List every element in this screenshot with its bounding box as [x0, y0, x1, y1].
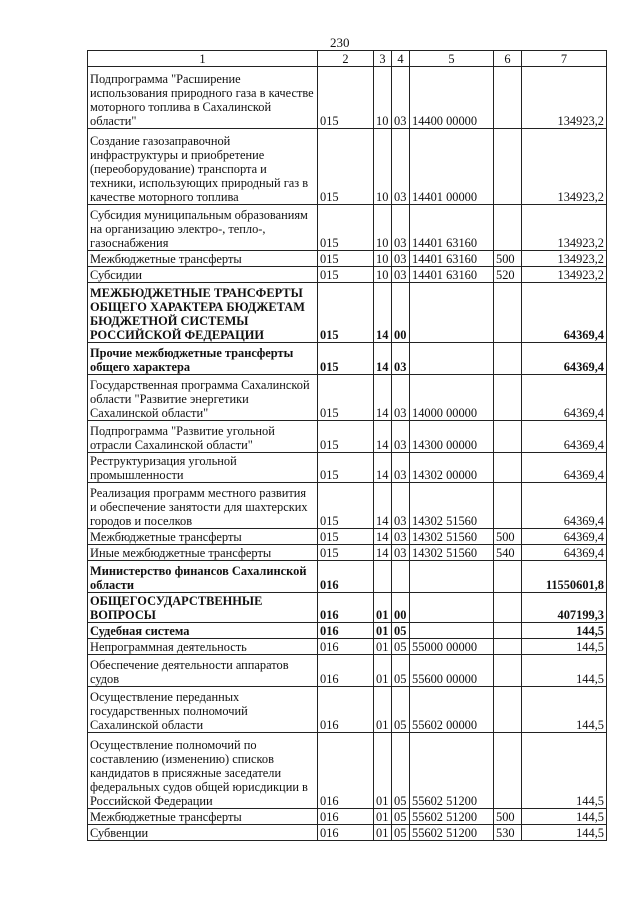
section-code: 01	[374, 623, 392, 639]
section-code: 14	[374, 343, 392, 375]
target-article-code	[410, 623, 494, 639]
target-article-code	[410, 283, 494, 343]
ministry-code: 015	[318, 453, 374, 483]
subsection-code: 05	[392, 623, 410, 639]
ministry-code: 015	[318, 283, 374, 343]
section-code: 01	[374, 593, 392, 623]
expense-type-code: 520	[494, 267, 522, 283]
column-header: 6	[494, 51, 522, 67]
expense-type-code	[494, 453, 522, 483]
row-name: Межбюджетные трансферты	[88, 529, 318, 545]
section-code: 01	[374, 809, 392, 825]
ministry-code: 015	[318, 529, 374, 545]
row-name: МЕЖБЮДЖЕТНЫЕ ТРАНСФЕРТЫ ОБЩЕГО ХАРАКТЕРА БЮДЖЕТАМ БЮДЖЕТНОЙ СИСТЕМЫ РОССИЙСКОЙ ФЕДЕРАЦИИ	[88, 283, 318, 343]
row-name: Осуществление переданных государственных полномочий Сахалинской области	[88, 687, 318, 733]
section-code	[374, 561, 392, 593]
column-header: 3	[374, 51, 392, 67]
amount: 144,5	[522, 687, 607, 733]
ministry-code: 016	[318, 623, 374, 639]
subsection-code: 00	[392, 283, 410, 343]
target-article-code: 55000 00000	[410, 639, 494, 655]
subsection-code: 00	[392, 593, 410, 623]
row-name: Обеспечение деятельности аппаратов судов	[88, 655, 318, 687]
expense-type-code	[494, 483, 522, 529]
target-article-code: 14302 51560	[410, 545, 494, 561]
target-article-code: 14300 00000	[410, 421, 494, 453]
subsection-code: 03	[392, 529, 410, 545]
amount: 144,5	[522, 655, 607, 687]
amount: 144,5	[522, 733, 607, 809]
subsection-code: 03	[392, 129, 410, 205]
target-article-code: 14401 63160	[410, 267, 494, 283]
table-row	[88, 283, 607, 343]
expense-type-code	[494, 655, 522, 687]
subsection-code: 03	[392, 453, 410, 483]
expense-type-code	[494, 67, 522, 129]
table-row	[88, 639, 607, 655]
target-article-code	[410, 343, 494, 375]
row-name: Межбюджетные трансферты	[88, 251, 318, 267]
column-header: 5	[410, 51, 494, 67]
section-code: 14	[374, 421, 392, 453]
subsection-code: 05	[392, 733, 410, 809]
expense-type-code	[494, 561, 522, 593]
expense-type-code	[494, 593, 522, 623]
expense-type-code	[494, 687, 522, 733]
row-name: Подпрограмма "Развитие угольной отрасли Сахалинской области"	[88, 421, 318, 453]
row-name: Реструктуризация угольной промышленности	[88, 453, 318, 483]
row-name: Межбюджетные трансферты	[88, 809, 318, 825]
column-header: 1	[88, 51, 318, 67]
ministry-code: 016	[318, 687, 374, 733]
row-name: Субсидия муниципальным образованиям на организацию электро-, тепло-, газоснабжения	[88, 205, 318, 251]
amount: 64369,4	[522, 421, 607, 453]
table-row	[88, 343, 607, 375]
target-article-code	[410, 593, 494, 623]
section-code: 10	[374, 205, 392, 251]
section-code: 10	[374, 129, 392, 205]
ministry-code: 015	[318, 343, 374, 375]
subsection-code: 03	[392, 67, 410, 129]
table-row	[88, 809, 607, 825]
section-code: 01	[374, 655, 392, 687]
amount: 134923,2	[522, 267, 607, 283]
target-article-code: 55602 51200	[410, 733, 494, 809]
target-article-code: 55600 00000	[410, 655, 494, 687]
amount: 64369,4	[522, 483, 607, 529]
subsection-code: 05	[392, 639, 410, 655]
table-row	[88, 129, 607, 205]
table-row	[88, 205, 607, 251]
expense-type-code	[494, 343, 522, 375]
ministry-code: 016	[318, 809, 374, 825]
amount: 64369,4	[522, 375, 607, 421]
table-row	[88, 561, 607, 593]
header-row	[88, 51, 607, 67]
row-name: Осуществление полномочий по составлению (изменению) списков кандидатов в присяжные заседатели федеральных судов общей юрисдикции в Российской Федерации	[88, 733, 318, 809]
expense-type-code: 500	[494, 809, 522, 825]
page-number: 230	[330, 35, 350, 50]
table-row	[88, 453, 607, 483]
section-code: 14	[374, 453, 392, 483]
table-row	[88, 529, 607, 545]
section-code: 14	[374, 545, 392, 561]
target-article-code: 55602 51200	[410, 825, 494, 841]
subsection-code: 03	[392, 205, 410, 251]
table-row	[88, 655, 607, 687]
table-row	[88, 733, 607, 809]
subsection-code: 05	[392, 825, 410, 841]
table-row	[88, 545, 607, 561]
row-name: Прочие межбюджетные трансферты общего характера	[88, 343, 318, 375]
target-article-code: 14401 63160	[410, 251, 494, 267]
expense-type-code	[494, 375, 522, 421]
row-name: Непрограммная деятельность	[88, 639, 318, 655]
table-row	[88, 483, 607, 529]
amount: 134923,2	[522, 67, 607, 129]
row-name: Реализация программ местного развития и обеспечение занятости для шахтерских городов и поселков	[88, 483, 318, 529]
target-article-code	[410, 561, 494, 593]
expense-type-code	[494, 283, 522, 343]
table-row	[88, 687, 607, 733]
ministry-code: 015	[318, 251, 374, 267]
subsection-code: 05	[392, 687, 410, 733]
subsection-code: 03	[392, 375, 410, 421]
amount: 144,5	[522, 825, 607, 841]
subsection-code: 03	[392, 343, 410, 375]
row-name: Подпрограмма "Расширение использования природного газа в качестве моторного топлива в Сахалинской области"	[88, 67, 318, 129]
expense-type-code: 500	[494, 251, 522, 267]
subsection-code: 05	[392, 809, 410, 825]
column-header: 2	[318, 51, 374, 67]
amount: 144,5	[522, 639, 607, 655]
row-name: Субвенции	[88, 825, 318, 841]
target-article-code: 14401 63160	[410, 205, 494, 251]
target-article-code: 14400 00000	[410, 67, 494, 129]
amount: 64369,4	[522, 453, 607, 483]
subsection-code: 03	[392, 267, 410, 283]
column-header: 7	[522, 51, 607, 67]
ministry-code: 016	[318, 825, 374, 841]
section-code: 10	[374, 251, 392, 267]
subsection-code: 03	[392, 483, 410, 529]
expense-type-code	[494, 639, 522, 655]
expense-type-code: 500	[494, 529, 522, 545]
table-row	[88, 623, 607, 639]
target-article-code: 14401 00000	[410, 129, 494, 205]
amount: 11550601,8	[522, 561, 607, 593]
expense-type-code	[494, 733, 522, 809]
amount: 134923,2	[522, 251, 607, 267]
table-row	[88, 267, 607, 283]
target-article-code: 14302 51560	[410, 529, 494, 545]
expense-type-code: 530	[494, 825, 522, 841]
expense-type-code	[494, 129, 522, 205]
ministry-code: 015	[318, 267, 374, 283]
ministry-code: 016	[318, 639, 374, 655]
ministry-code: 015	[318, 545, 374, 561]
section-code: 14	[374, 375, 392, 421]
row-name: Создание газозаправочной инфраструктуры и приобретение (переоборудование) транспорта и техники, использующих природный газ в качестве моторного топлива	[88, 129, 318, 205]
target-article-code: 14302 51560	[410, 483, 494, 529]
ministry-code: 016	[318, 733, 374, 809]
section-code: 10	[374, 267, 392, 283]
subsection-code: 03	[392, 421, 410, 453]
amount: 134923,2	[522, 129, 607, 205]
table-row	[88, 67, 607, 129]
amount: 64369,4	[522, 343, 607, 375]
section-code: 01	[374, 687, 392, 733]
target-article-code: 14302 00000	[410, 453, 494, 483]
amount: 134923,2	[522, 205, 607, 251]
section-code: 14	[374, 529, 392, 545]
target-article-code: 14000 00000	[410, 375, 494, 421]
section-code: 01	[374, 825, 392, 841]
ministry-code: 015	[318, 375, 374, 421]
table-row	[88, 251, 607, 267]
ministry-code: 016	[318, 593, 374, 623]
row-name: Субсидии	[88, 267, 318, 283]
row-name: ОБЩЕГОСУДАРСТВЕННЫЕ ВОПРОСЫ	[88, 593, 318, 623]
row-name: Министерство финансов Сахалинской области	[88, 561, 318, 593]
ministry-code: 016	[318, 561, 374, 593]
ministry-code: 016	[318, 655, 374, 687]
section-code: 01	[374, 639, 392, 655]
target-article-code: 55602 00000	[410, 687, 494, 733]
row-name: Иные межбюджетные трансферты	[88, 545, 318, 561]
section-code: 14	[374, 483, 392, 529]
subsection-code: 05	[392, 655, 410, 687]
expense-type-code	[494, 623, 522, 639]
subsection-code: 03	[392, 545, 410, 561]
ministry-code: 015	[318, 421, 374, 453]
budget-table	[87, 50, 607, 841]
table-row	[88, 421, 607, 453]
table-row	[88, 825, 607, 841]
section-code: 01	[374, 733, 392, 809]
expense-type-code	[494, 205, 522, 251]
ministry-code: 015	[318, 205, 374, 251]
amount: 64369,4	[522, 529, 607, 545]
table-row	[88, 375, 607, 421]
amount: 407199,3	[522, 593, 607, 623]
amount: 64369,4	[522, 545, 607, 561]
expense-type-code: 540	[494, 545, 522, 561]
amount: 144,5	[522, 623, 607, 639]
column-header: 4	[392, 51, 410, 67]
ministry-code: 015	[318, 483, 374, 529]
subsection-code: 03	[392, 251, 410, 267]
ministry-code: 015	[318, 129, 374, 205]
target-article-code: 55602 51200	[410, 809, 494, 825]
ministry-code: 015	[318, 67, 374, 129]
expense-type-code	[494, 421, 522, 453]
amount: 144,5	[522, 809, 607, 825]
section-code: 14	[374, 283, 392, 343]
amount: 64369,4	[522, 283, 607, 343]
row-name: Судебная система	[88, 623, 318, 639]
subsection-code	[392, 561, 410, 593]
section-code: 10	[374, 67, 392, 129]
table-row	[88, 593, 607, 623]
row-name: Государственная программа Сахалинской области "Развитие энергетики Сахалинской области"	[88, 375, 318, 421]
